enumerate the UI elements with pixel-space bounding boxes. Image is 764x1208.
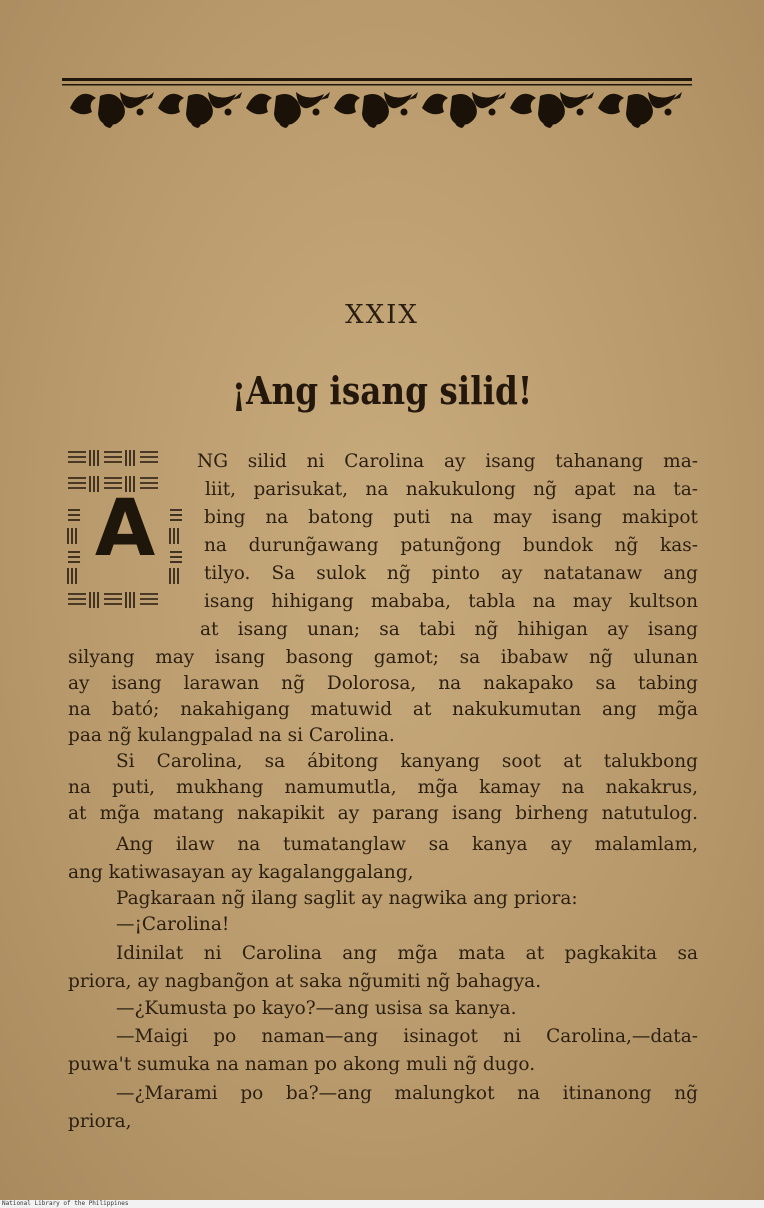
text-line: na puti, mukhang namumutla, mg̃a kamay na nakakrus, xyxy=(68,777,698,798)
text-line: bing na batong puti na may isang makipot xyxy=(204,507,698,528)
chapter-number: XXIX xyxy=(345,300,419,330)
text-line: puwa't sumuka na naman po akong muli ng̃ dugo. xyxy=(68,1054,536,1075)
text-line: silyang may isang basong gamot; sa ibabaw ng̃ ulunan xyxy=(68,647,698,668)
ornament-motif xyxy=(70,92,160,128)
text-line: ay isang larawan ng̃ Dolorosa, na nakapako sa tabing xyxy=(68,673,698,694)
ornament-motif xyxy=(422,92,512,128)
text-line: —¿Kumusta po kayo?—ang usisa sa kanya. xyxy=(116,998,517,1019)
text-line: —¡Carolina! xyxy=(116,914,230,935)
text-line: priora, ay nagbang̃on at saka ng̃umiti ng̃ bahagya. xyxy=(68,971,542,992)
text-line: Ang ilaw na tumatanglaw sa kanya ay malamlam, xyxy=(116,834,698,855)
text-line: isang hihigang mababa, tabla na may kultson xyxy=(204,591,698,612)
text-line: ang katiwasayan ay kagalanggalang, xyxy=(68,862,414,883)
text-line: NG silid ni Carolina ay isang tahanang ma- xyxy=(197,451,698,472)
text-line: paa ng̃ kulangpalad na si Carolina. xyxy=(68,725,395,746)
text-line: at isang unan; sa tabi ng̃ hihigan ay isang xyxy=(200,619,698,640)
drop-cap-frame xyxy=(66,448,184,614)
ornament-motif xyxy=(246,92,336,128)
ornament-motif xyxy=(510,92,600,128)
text-line: liit, parisukat, na nakukulong ng̃ apat na ta- xyxy=(205,479,698,500)
text-line: na bató; nakahigang matuwid at nakukumutan ang mg̃a xyxy=(68,699,698,720)
ornament-motif xyxy=(158,92,248,128)
text-line: —¿Marami po ba?—ang malungkot na itinanong ng̃ xyxy=(116,1083,698,1104)
chapter-title: ¡Ang isang silid! xyxy=(231,368,533,413)
text-line: —Maigi po naman—ang isinagot ni Carolina,—data- xyxy=(116,1026,698,1047)
text-line: at mg̃a matang nakapikit ay parang isang birheng natutulog. xyxy=(68,803,698,824)
decorative-border-ornament xyxy=(62,78,692,130)
drop-cap-letter: A xyxy=(94,484,156,574)
ornament-motif xyxy=(334,92,424,128)
text-line: na durung̃awang patung̃ong bundok ng̃ kas- xyxy=(204,535,698,556)
text-line: tilyo. Sa sulok ng̃ pinto ay natatanaw ang xyxy=(204,563,698,584)
library-footer: National Library of the Philippines xyxy=(0,1200,764,1208)
text-line: priora, xyxy=(68,1111,132,1132)
text-line: Si Carolina, sa ábitong kanyang soot at talukbong xyxy=(116,751,698,772)
ornament-motif xyxy=(598,92,688,128)
text-line: Pagkaraan ng̃ ilang saglit ay nagwika ang priora: xyxy=(116,888,578,909)
text-line: Idinilat ni Carolina ang mg̃a mata at pagkakita sa xyxy=(116,943,698,964)
